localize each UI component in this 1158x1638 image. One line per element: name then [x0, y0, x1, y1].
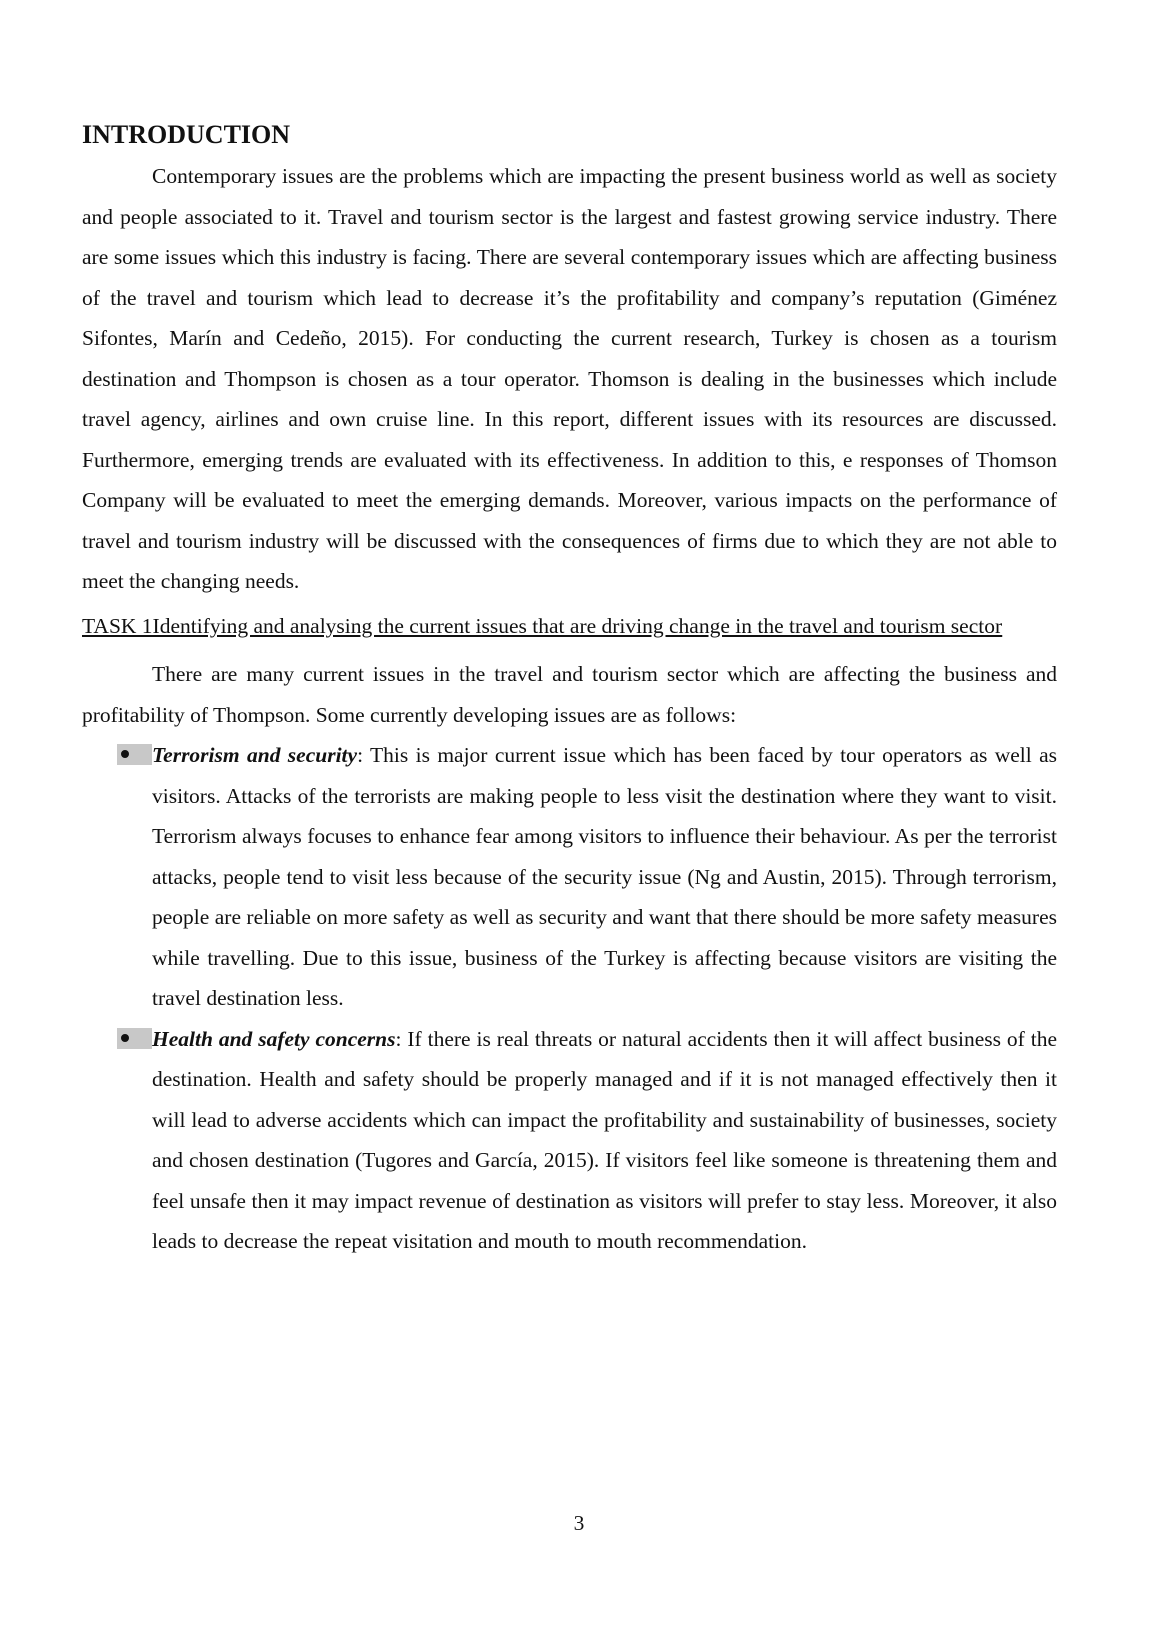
page-content: [82, 120, 1057, 1262]
page-number: 3: [573, 1511, 585, 1535]
issue-term: Terrorism and security: [152, 743, 358, 767]
task-1-intro-paragraph: There are many current issues in the travel and tourism sector which are affecting the business and profitability of Thompson. Some currently developing issues are as follows:: [82, 662, 1057, 727]
task-1-heading: [82, 606, 1057, 647]
issue-text: : This is major current issue which has been faced by tour operators as well as visitors. Attacks of the terrorists are making people to less visit the destination where they want to visit. Terrorism always focuses to enhance fear among visitors to influence their behaviour. As per the terrorist attacks, people tend to visit less because of the security issue (Ng and Austin, 2015). Through terrorism, people are reliable on more safety as well as security and want that there should be more safety measures while travelling. Due to this issue, business of the Turkey is affecting because visitors are visiting the travel destination less.: [152, 743, 1058, 1010]
issue-term: Health and safety concerns: [152, 1026, 396, 1051]
introduction-paragraph: Contemporary issues are the problems which are impacting the present business world as well as society and people associated to it. Travel and tourism sector is the largest and fastest growing service industry. There are some issues which this industry is facing. There are several contemporary issues which are affecting business of the travel and tourism which lead to decrease it’s the profitability and company’s reputation (Giménez Sifontes, Marín and Cedeño, 2015). For conducting the current research, Turkey is chosen as a tourism destination and Thompson is chosen as a tour operator. Thomson is dealing in the businesses which include travel agency, airlines and own cruise line. In this report, different issues with its resources are discussed. Furthermore, emerging trends are evaluated with its effectiveness. In addition to this, e responses of Thomson Company will be evaluated to meet the emerging demands. Moreover, various impacts on the performance of travel and tourism industry will be discussed with the consequences of firms due to which they are not able to meet the changing needs.: [82, 164, 1057, 593]
issue-text: : If there is real threats or natural accidents then it will affect business of the destination. Health and safety should be properly managed and if it is not managed effectively then it will lead to adverse accidents which can impact the profitability and sustainability of businesses, society and chosen destination (Tugores and García, 2015). If visitors feel like someone is threatening them and feel unsafe then it may impact revenue of destination as visitors will prefer to stay less. Moreover, it also leads to decrease the repeat visitation and mouth to mouth recommendation.: [152, 1026, 1057, 1253]
issues-list: [82, 735, 1057, 1262]
task-1-title: Identifying and analysing the current issues that are driving change in the travel and tourism sector: [152, 613, 1003, 638]
introduction-heading: INTRODUCTION: [82, 120, 291, 149]
task-1-label: TASK 1: [82, 613, 153, 638]
list-item: [82, 1019, 1057, 1262]
bullet-icon: [117, 744, 152, 765]
bullet-icon: [117, 1028, 152, 1049]
list-item: [82, 735, 1057, 1019]
